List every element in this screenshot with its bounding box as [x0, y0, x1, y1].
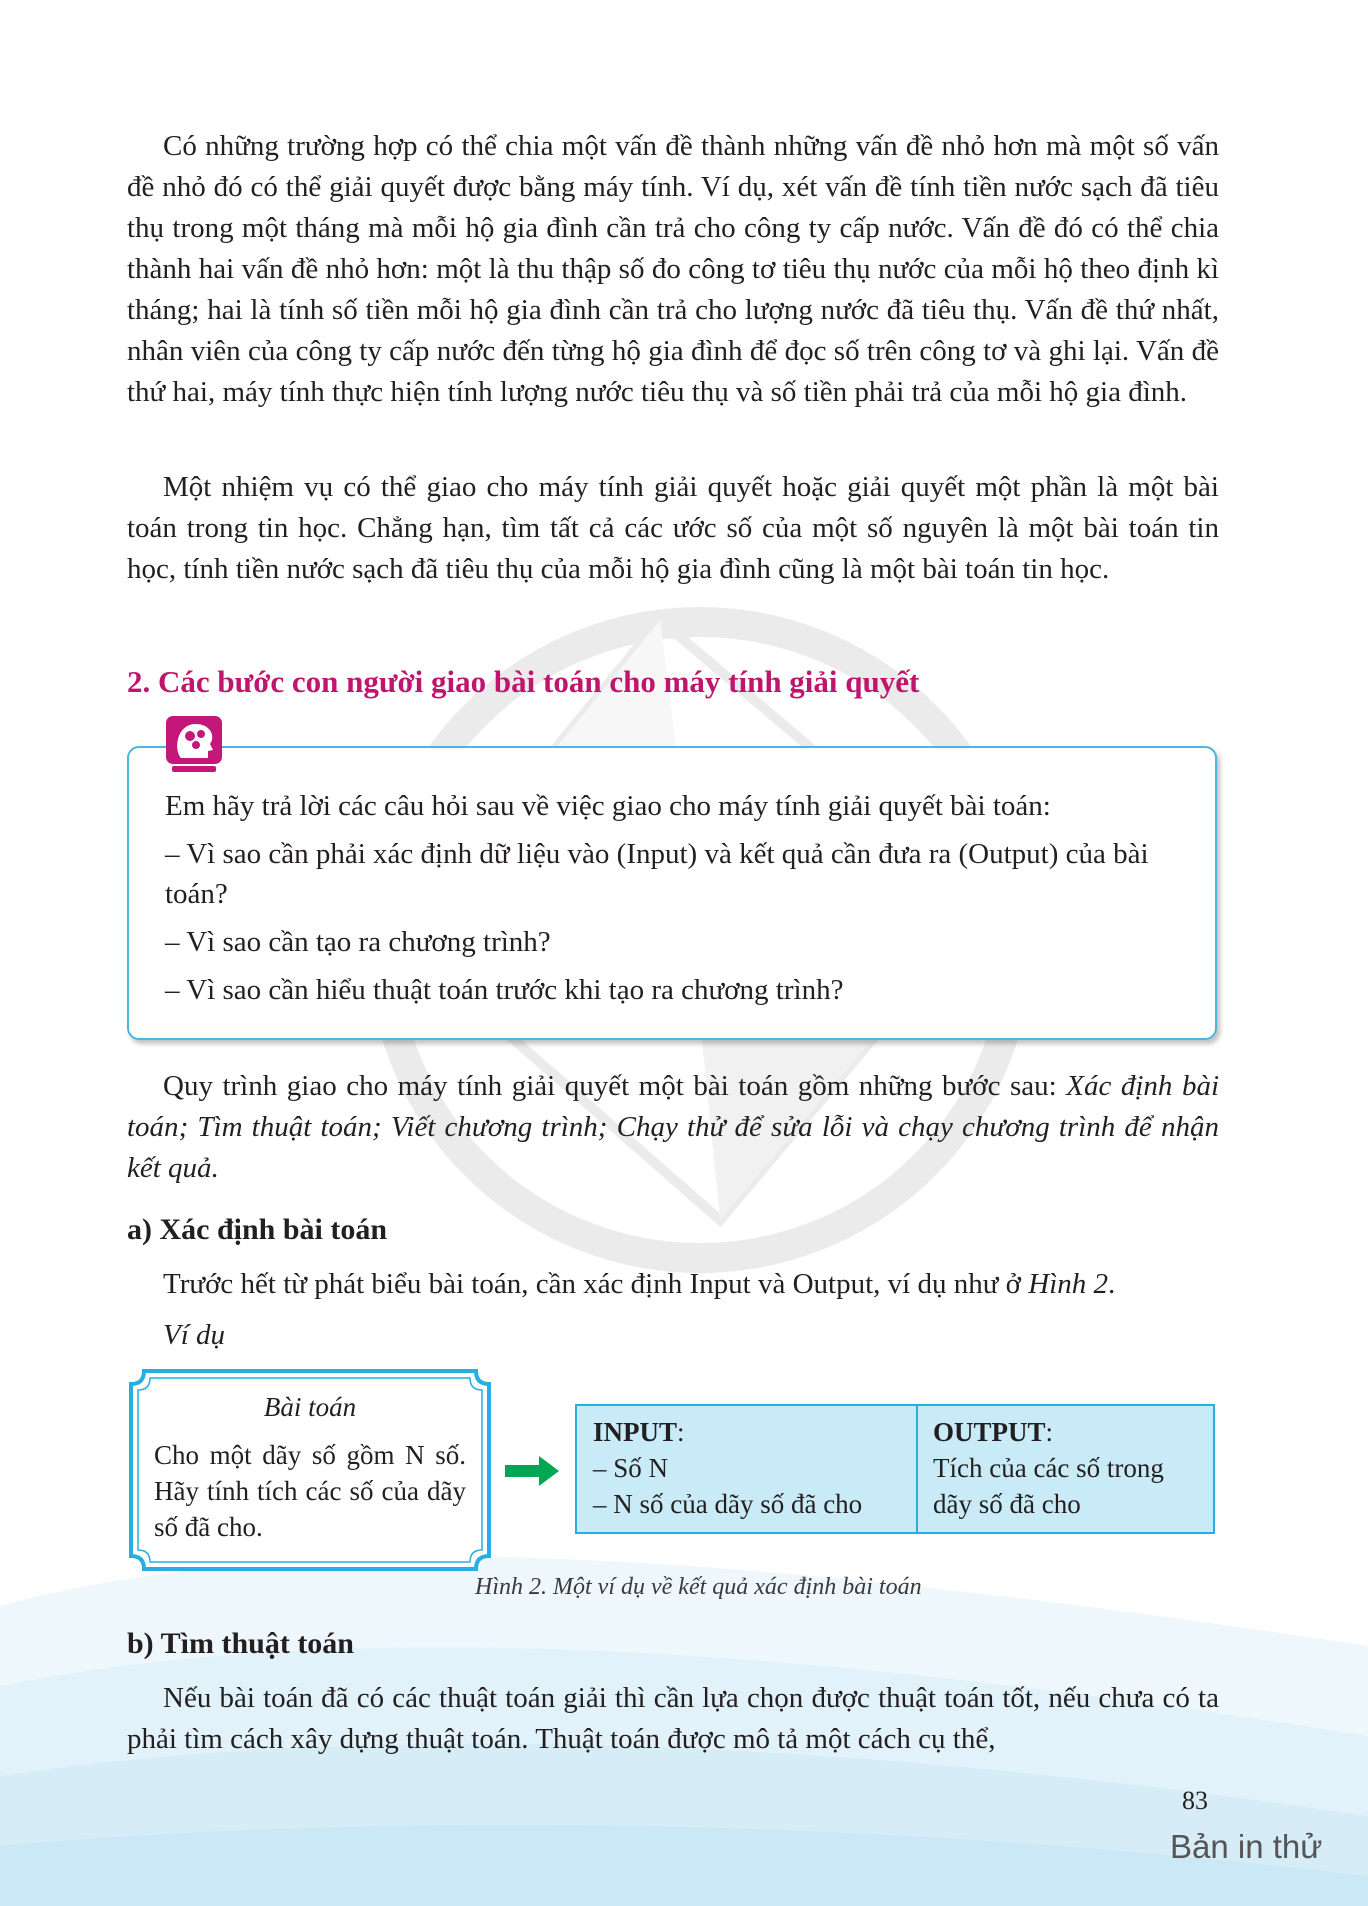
page-number: 83	[1182, 1786, 1208, 1815]
figure-reference: Hình 2	[1028, 1268, 1108, 1300]
process-sep-3: ;	[597, 1111, 617, 1143]
input-line-2: – N số của dãy số đã cho	[593, 1489, 863, 1519]
intro-paragraph-2: Một nhiệm vụ có thể giao cho máy tính giải quyết hoặc giải quyết một phần là một bài toán trong tin học. Chẳng hạn, tìm tất cả các ước số của một số nguyên là một bài toán tin học, tính tiền nước sạch đã tiêu thụ của mỗi hộ gia đình cũng là một bài toán tin học.	[127, 471, 1219, 585]
process-step-1: Xác định bài toán	[127, 1070, 1220, 1143]
part-a-heading: a) Xác định bài toán	[127, 1213, 388, 1246]
input-title: INPUT	[593, 1417, 678, 1447]
process-step-3: Viết chương trình	[390, 1111, 598, 1143]
print-label: Bản in thử	[1170, 1828, 1323, 1865]
input-line-1: – Số N	[593, 1453, 669, 1483]
output-header	[933, 1414, 1164, 1450]
process-sep-1: ;	[178, 1111, 198, 1143]
output-title: OUTPUT	[933, 1417, 1046, 1447]
part-b-text: Nếu bài toán đã có các thuật toán giải thì cần lựa chọn được thuật toán tốt, nếu chưa có ta phải tìm cách xây dựng thuật toán. Thuật toán được mô tả một cách cụ thể,	[127, 1682, 1219, 1755]
arrow-right-icon	[505, 1456, 559, 1486]
part-a-text	[163, 1264, 1115, 1304]
output-line-2: dãy số đã cho	[933, 1489, 1081, 1519]
input-header	[593, 1414, 862, 1450]
process-step-4: Chạy thử để sửa lỗi và chạy chương trình để nhận kết quả	[127, 1111, 1219, 1184]
input-output-table	[575, 1404, 1215, 1534]
process-step-2: Tìm thuật toán	[197, 1111, 373, 1143]
question-intro: Em hãy trả lời các câu hỏi sau về việc giao cho máy tính giải quyết bài toán:	[165, 790, 1051, 822]
process-paragraph	[127, 1066, 1219, 1189]
thinking-head-icon	[164, 714, 224, 774]
output-colon: :	[1045, 1417, 1054, 1447]
input-colon: :	[677, 1417, 685, 1447]
question-item-2: – Vì sao cần tạo ra chương trình?	[165, 926, 551, 958]
process-sep-2: ;	[372, 1111, 391, 1143]
example-label: Ví dụ	[163, 1319, 226, 1351]
part-b-heading: b) Tìm thuật toán	[127, 1627, 354, 1660]
input-column	[593, 1414, 862, 1522]
table-divider	[916, 1406, 918, 1532]
process-lead: Quy trình giao cho máy tính giải quyết một bài toán gồm những bước sau:	[163, 1070, 1067, 1102]
intro-paragraph-1: Có những trường hợp có thể chia một vấn đề thành những vấn đề nhỏ hơn mà một số vấn đề nhỏ đó có thể giải quyết được bằng máy tính. Ví dụ, xét vấn đề tính tiền nước sạch đã tiêu thụ trong một tháng mà mỗi hộ gia đình cần trả cho công ty cấp nước. Vấn đề đó có thể chia thành hai vấn đề nhỏ hơn: một là thu thập số đo công tơ tiêu thụ nước của mỗi hộ theo định kì tháng; hai là tính số tiền mỗi hộ gia đình cần trả cho lượng nước đã tiêu thụ. Vấn đề thứ nhất, nhân viên của công ty cấp nước đến từng hộ gia đình để đọc số trên công tơ và ghi lại. Vấn đề thứ hai, máy tính thực hiện tính lượng nước tiêu thụ và số tiền phải trả của mỗi hộ gia đình.	[127, 130, 1219, 408]
part-a-text-lead: Trước hết từ phát biểu bài toán, cần xác định Input và Output, ví dụ như ở	[163, 1268, 1029, 1300]
process-end: .	[211, 1152, 219, 1184]
problem-text: Cho một dãy số gồm N số. Hãy tính tích các số của dãy số đã cho.	[154, 1440, 466, 1542]
output-column	[933, 1414, 1164, 1522]
question-item-3: – Vì sao cần hiểu thuật toán trước khi tạo ra chương trình?	[165, 974, 844, 1006]
question-item-1: – Vì sao cần phải xác định dữ liệu vào (Input) và kết quả cần đưa ra (Output) của bài toán?	[165, 838, 1149, 910]
figure-caption: Hình 2. Một ví dụ về kết quả xác định bài toán	[475, 1574, 922, 1600]
section-2-title: 2. Các bước con người giao bài toán cho máy tính giải quyết	[127, 664, 920, 699]
problem-title: Bài toán	[263, 1392, 357, 1422]
part-a-text-end: .	[1108, 1268, 1116, 1300]
output-line-1: Tích của các số trong	[933, 1453, 1164, 1483]
